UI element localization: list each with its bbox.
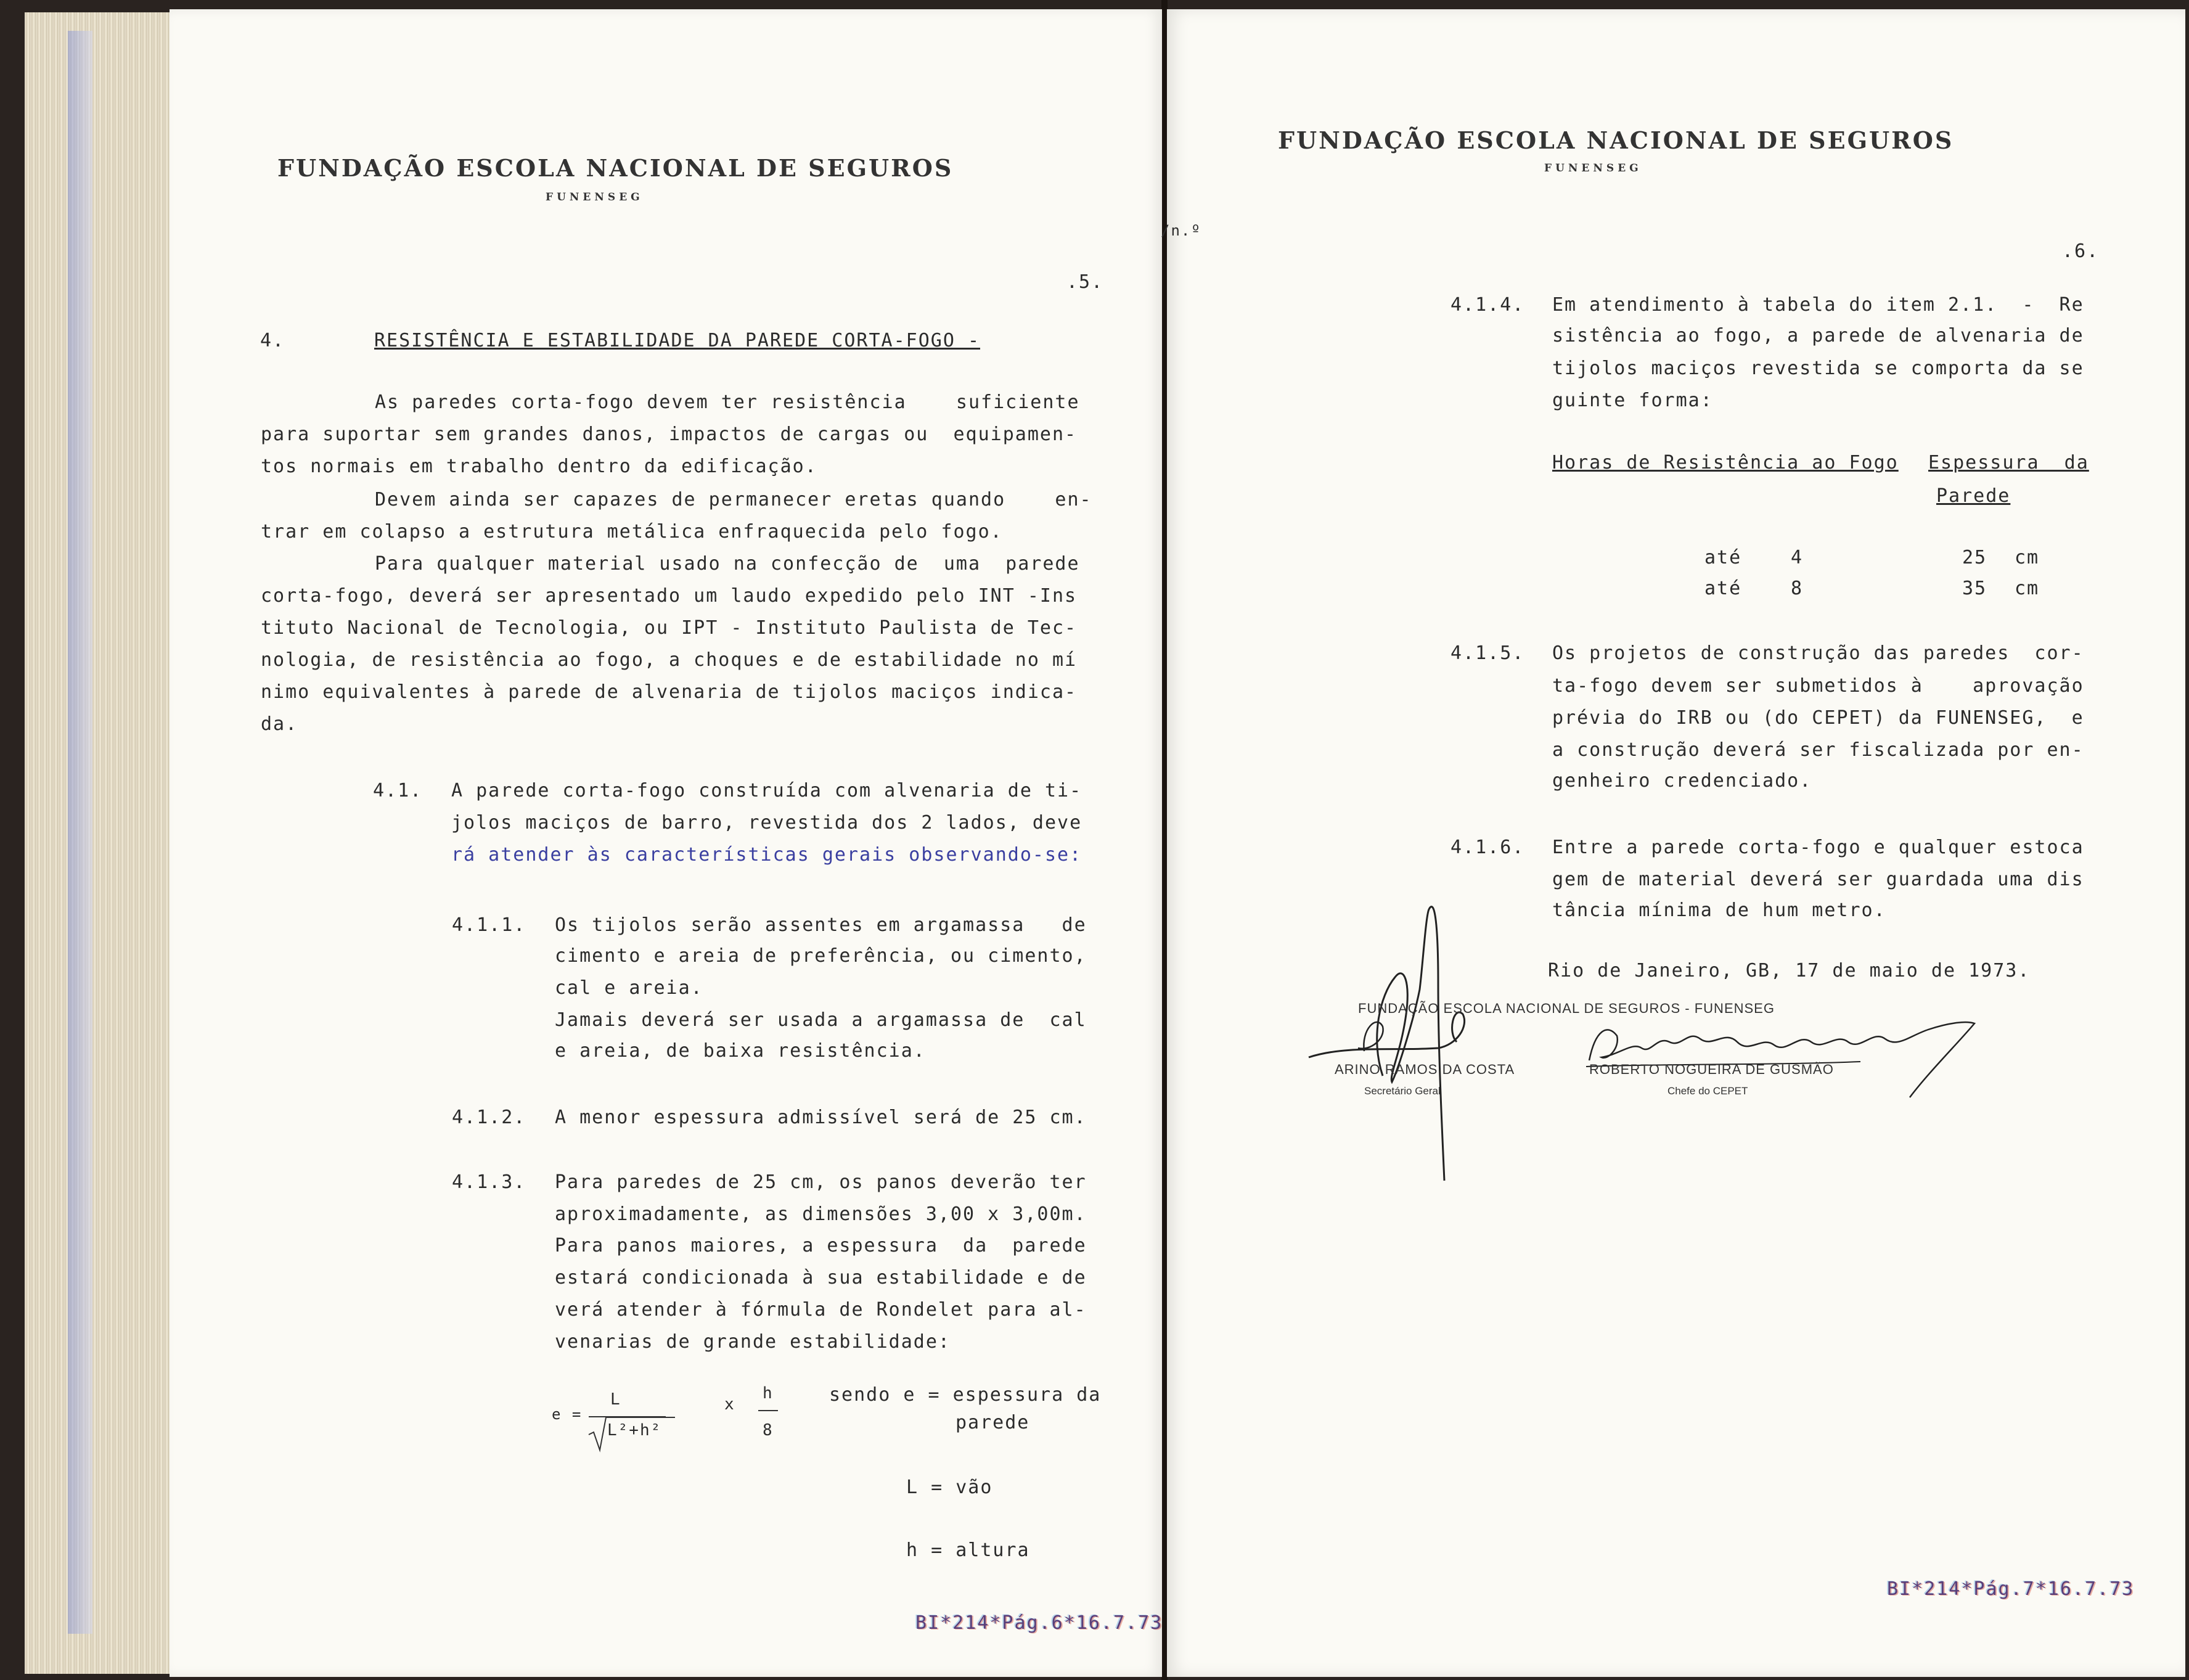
item-line: Para paredes de 25 cm, os panos deverão ter: [555, 1171, 1087, 1193]
item-number: 4.1.6.: [1450, 837, 1525, 858]
formula-h-bar: [758, 1410, 778, 1411]
left-footer-stamp: BI*214*Pág.6*16.7.73: [915, 1612, 1163, 1634]
item-line: tância mínima de hum metro.: [1552, 899, 1886, 921]
paragraph-line: Devem ainda ser capazes de permanecer eretas quando en-: [375, 489, 1092, 510]
signer1-name: ARINO RAMOS DA COSTA: [1335, 1062, 1515, 1077]
item-line: guinte forma:: [1552, 390, 1713, 411]
table-cell: até: [1704, 578, 1742, 599]
table-header-thickness: Espessura da: [1928, 452, 2089, 473]
item-line: estará condicionada à sua estabilidade e de: [555, 1267, 1087, 1289]
left-page-number: .5.: [1066, 271, 1104, 293]
paragraph-line: nologia, de resistência ao fogo, a choques e de estabilidade no mí: [261, 649, 1078, 671]
item-line: cimento e areia de preferência, ou cimento,: [555, 945, 1087, 967]
table-cell: cm: [2015, 547, 2040, 568]
table-cell: 35: [1962, 578, 1987, 599]
paragraph-line: trar em colapso a estrutura metálica enfraquecida pelo fogo.: [261, 521, 1003, 543]
paragraph-line: Para qualquer material usado na confecção de uma parede: [375, 553, 1080, 575]
item-number: 4.1.2.: [452, 1107, 526, 1128]
legend-L: L = vão: [906, 1477, 993, 1498]
item-line: venarias de grande estabilidade:: [555, 1331, 951, 1353]
paragraph-line: tos normais em trabalho dentro da edificação.: [261, 456, 817, 477]
item-line: a construção deverá ser fiscalizada por en-: [1552, 739, 2084, 761]
right-header-title: FUNDAÇÃO ESCOLA NACIONAL DE SEGUROS: [1278, 126, 1954, 154]
formula-denominator: L²+h²: [607, 1421, 662, 1440]
table-header-thickness-2: Parede: [1936, 485, 2011, 507]
legend-h: h = altura: [906, 1539, 1030, 1561]
book-page-edges: [25, 12, 173, 1674]
formula-numerator: L: [610, 1390, 621, 1409]
formula-times: x: [724, 1395, 735, 1414]
item-line: prévia do IRB ou (do CEPET) da FUNENSEG, e: [1552, 707, 2084, 729]
item-line: ta-fogo devem ser submetidos à aprovação: [1552, 675, 2084, 697]
item-line: Os tijolos serão assentes em argamassa de: [555, 914, 1087, 936]
table-header-hours: Horas de Resistência ao Fogo: [1552, 452, 1899, 473]
formula-lhs: e =: [552, 1406, 583, 1423]
paragraph-line: tituto Nacional de Tecnologia, ou IPT - Instituto Paulista de Tec-: [261, 617, 1078, 639]
legend-sendo: sendo e = espessura da: [829, 1384, 1102, 1406]
paragraph-line: nimo equivalentes à parede de alvenaria de tijolos maciços indica-: [261, 681, 1078, 703]
table-cell: cm: [2015, 578, 2040, 599]
left-page: [170, 9, 1162, 1677]
item-line: genheiro credenciado.: [1552, 770, 1812, 792]
section-number: 4.: [260, 330, 285, 351]
signature-institution: FUNDAÇÃO ESCOLA NACIONAL DE SEGUROS - FUNENSEG: [1358, 1001, 1775, 1016]
item-line: gem de material deverá ser guardada uma dis: [1552, 869, 2084, 890]
item-number: 4.1.3.: [452, 1171, 526, 1193]
item-line: Entre a parede corta-fogo e qualquer estoca: [1552, 837, 2084, 858]
table-cell: até: [1704, 547, 1742, 568]
legend-parede: parede: [955, 1412, 1030, 1433]
table-cell: 8: [1791, 578, 1804, 599]
item-line: Jamais deverá ser usada a argamassa de cal: [555, 1009, 1087, 1031]
left-header-title: FUNDAÇÃO ESCOLA NACIONAL DE SEGUROS: [277, 154, 954, 182]
right-footer-stamp: BI*214*Pág.7*16.7.73: [1887, 1578, 2135, 1600]
formula-h-denominator: 8: [763, 1421, 774, 1440]
item-line: Para panos maiores, a espessura da parede: [555, 1235, 1087, 1256]
item-number: 4.1.4.: [1450, 294, 1525, 316]
signer1-title: Secretário Geral: [1364, 1085, 1441, 1097]
item-line: aproximadamente, as dimensões 3,00 x 3,00m.: [555, 1203, 1087, 1225]
signature-arino-ramos-da-costa: [1296, 891, 1518, 1187]
item-number: 4.1.5.: [1450, 642, 1525, 664]
item-line: Os projetos de construção das paredes cor-: [1552, 642, 2084, 664]
table-cell: 4: [1791, 547, 1804, 568]
right-header-subtitle: FUNENSEG: [1544, 162, 1642, 174]
item-line: Em atendimento à tabela do item 2.1. - Re: [1552, 294, 2084, 316]
paragraph-line: da.: [261, 713, 298, 735]
item-line: rá atender às características gerais observando-se:: [451, 844, 1082, 866]
item-line: cal e areia.: [555, 977, 703, 999]
date-line: Rio de Janeiro, GB, 17 de maio de 1973.: [1548, 960, 2031, 981]
table-cell: 25: [1962, 547, 1987, 568]
item-line: e areia, de baixa resistência.: [555, 1040, 926, 1062]
item-line: sistência ao fogo, a parede de alvenaria de: [1552, 325, 2084, 346]
item-line: verá atender à fórmula de Rondelet para al-: [555, 1299, 1087, 1321]
paragraph-line: para suportar sem grandes danos, impactos de cargas ou equipamen-: [261, 424, 1078, 445]
right-page: [1161, 9, 2185, 1677]
signer2-title: Chefe do CEPET: [1667, 1085, 1748, 1097]
paragraph-line: corta-fogo, deverá ser apresentado um laudo expedido pelo INT -Ins: [261, 585, 1078, 607]
margin-note: /n.º: [1161, 222, 1201, 239]
paragraph-line: As paredes corta-fogo devem ter resistência suficiente: [375, 391, 1080, 413]
signer2-name: ROBERTO NOGUEIRA DE GUSMÃO: [1589, 1062, 1834, 1077]
item-number: 4.1.: [373, 780, 423, 801]
item-line: tijolos maciços revestida se comporta da se: [1552, 358, 2084, 379]
right-page-number: .6.: [2062, 240, 2100, 262]
item-line: jolos maciços de barro, revestida dos 2 lados, deve: [451, 812, 1082, 834]
item-number: 4.1.1.: [452, 914, 526, 936]
formula-h-numerator: h: [763, 1384, 774, 1403]
item-line: A menor espessura admissível será de 25 cm.: [555, 1107, 1087, 1128]
item-line: A parede corta-fogo construída com alvenaria de ti-: [451, 780, 1082, 801]
left-header-subtitle: FUNENSEG: [546, 191, 644, 203]
section-title: RESISTÊNCIA E ESTABILIDADE DA PAREDE CORTA-FOGO -: [374, 330, 981, 351]
signature-roberto-nogueira-de-gusmao: [1583, 1005, 1984, 1104]
